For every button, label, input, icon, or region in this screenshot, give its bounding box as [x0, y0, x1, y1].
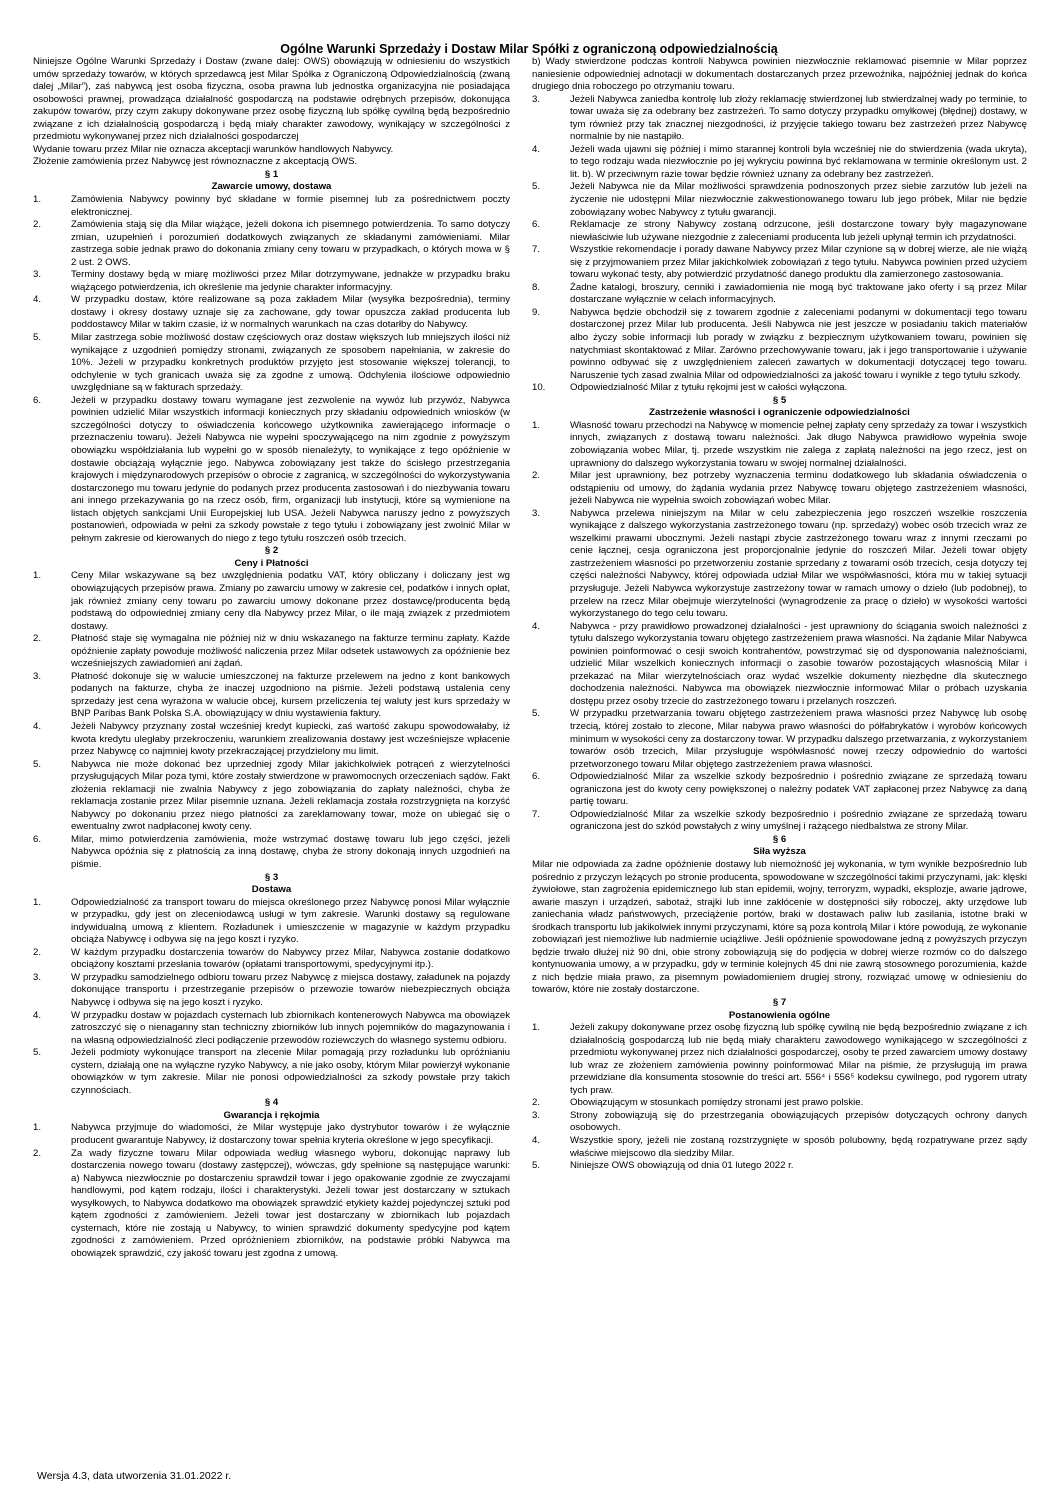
clause-text: Płatność dokonuje się w walucie umieszczonej na fakturze przelewem na jedno z kont bankowych podanych na fakturze, chyba że inaczej uzgodniono na piśmie. Jeżeli podstawą ustalenia ceny sprzedaży jest cena wyrażona w walucie obcej, kursem przeliczenia tej waluty jest kurs sprzedaży w BNP Paribas Bank Polska S.A. obowiązujący w dniu wystawienia faktury.	[71, 670, 510, 720]
numbered-clause	[532, 219, 1027, 244]
clause-number: 3.	[532, 1109, 541, 1121]
numbered-clause	[33, 633, 510, 671]
numbered-clause	[532, 282, 1027, 307]
section-heading: Gwarancja i rękojmia	[223, 1109, 320, 1121]
clause-number: 4.	[33, 720, 42, 732]
clause-text: Nabywca przyjmuje do wiadomości, że Milar występuje jako dystrybutor towarów i że wyłącznie producent gwarantuje Nabywcy, iż dostarczony towar spełnia kryteria określone w jego specyfikacji.	[71, 1122, 510, 1147]
paragraph: b) Wady stwierdzone podczas kontroli Nabywca powinien niezwłocznie reklamować pisemnie w Milar poprzez naniesienie odpowiedniej adnotacji w dokumentach dostarczanych przez przewoźnika, najpóźniej jednak do końca drugiego dnia roboczego po otrzymaniu towaru.	[532, 56, 1027, 93]
clause-number: 2.	[33, 1147, 42, 1159]
clause-text: Odpowiedzialność Milar za wszelkie szkody bezpośrednio i pośrednio związane ze sprzedażą towaru ograniczona jest do szkód powstałych z winy umyślnej i rażącego niedbalstwa ze strony Milar.	[570, 808, 1027, 833]
clause-text: Jeżeli wada ujawni się później i mimo starannej kontroli była wcześniej nie do stwierdzenia (wada ukryta), to tego rodzaju wada niezwłocznie po jej wykryciu powinna być reklamowana w terminie określonym ust. 2 lit. b). W przeciwnym razie towar będzie również uznany za odebrany bez zastrzeżeń.	[570, 143, 1027, 180]
section-heading: § 4	[264, 1097, 279, 1109]
clause-number: 10.	[532, 382, 546, 394]
section-heading: Zawarcie umowy, dostawa	[211, 181, 332, 193]
clause-number: 5.	[33, 1047, 42, 1059]
section-heading: § 6	[772, 833, 787, 845]
numbered-clause	[33, 1148, 510, 1261]
numbered-clause	[33, 269, 510, 294]
numbered-clause	[33, 671, 510, 721]
numbered-clause	[33, 972, 510, 1010]
clause-text: Reklamacje ze strony Nabywcy zostaną odrzucone, jeśli dostarczone towary były magazynowane niewłaściwie lub używane niezgodnie z zaleceniami producenta lub jeżeli upłynął termin ich przydatności.	[570, 219, 1027, 243]
section-heading: § 3	[264, 871, 279, 883]
clause-text: Jeżeli podmioty wykonujące transport na zlecenie Milar pomagają przy rozładunku lub opróżnianiu cystern, działają one na wyłączne ryzyko Nabywcy, a nie jako osoby, którym Milar powierzył wykonanie obowiązków w tym zakresie. Milar nie ponosi odpowiedzialności za szkody powstałe przy takich czynnościach.	[71, 1047, 510, 1096]
numbered-clause	[33, 834, 510, 872]
numbered-clause	[532, 771, 1027, 809]
clause-number: 6.	[532, 771, 541, 783]
clause-number: 2.	[532, 470, 541, 482]
clause-number: 4.	[33, 294, 42, 306]
numbered-clause	[532, 1097, 1027, 1110]
numbered-clause	[33, 721, 510, 759]
clause-number: 8.	[532, 281, 541, 293]
clause-text: Jeżeli w przypadku dostawy towaru wymagane jest zezwolenie na wywóz lub przywóz, Nabywca powinien udzielić Milar wszystkich informacji koniecznych przy składaniu odpowiednich wniosków (w szczególności dotyczy to oświadczenia końcowego użytkownika zawierającego informacje o przeznaczeniu towaru). Jeżeli Nabywca nie wypełni spoczywającego na nim zgodnie z powyższym obowiązku współdziałania lub wypełni go w sposób nienależyty, to wynikające z tego opóźnienie w dostawie obciążają wyłącznie jego. Nabywca zobowiązany jest także do ścisłego przestrzegania krajowych i międzynarodowych przepisów o obrocie z zagranicą, w szczególności do wykorzystywania dostarczonego mu towaru jedynie do podanych przez producenta zastosowań i do niezbywania towaru ani innego przekazywania go na rzecz osób, firm, organizacji lub instytucji, które są wymienione na listach objętych sankcjami Unii Europejskiej lub USA. Jeżeli Nabywca naruszy jedno z powyższych postanowień, odpowiada w pełni za szkody powstałe z tego tytułu i zobowiązany jest zwolnić Milar w pełnym zakresie od kierowanych do niego z tego tytułu roszczeń osób trzecich.	[71, 394, 510, 544]
document-title: Ogólne Warunki Sprzedaży i Dostaw Milar Spółki z ograniczoną odpowiedzialnością	[280, 42, 778, 56]
numbered-clause	[532, 144, 1027, 182]
numbered-clause	[33, 1047, 510, 1097]
clause-number: 7.	[532, 244, 541, 256]
clause-text: Wszystkie rekomendacje i porady dawane Nabywcy przez Milar czynione są w dobrej wierze, ale nie wiążą się z przyjmowaniem przez Milar jakichkolwiek zobowiązań z tego tytułu. Nabywca powinien przed użyciem towaru wykonać testy, aby potwierdzić przydatność danego produktu dla zamierzonego zastosowania.	[570, 244, 1027, 281]
clause-number: 5.	[33, 332, 42, 344]
numbered-clause	[532, 420, 1027, 470]
clause-number: 9.	[532, 306, 541, 318]
numbered-clause	[532, 1022, 1027, 1097]
paragraph: Wydanie towaru przez Milar nie oznacza akceptacji warunków handlowych Nabywcy.	[33, 143, 394, 155]
numbered-clause	[33, 947, 510, 972]
numbered-clause	[532, 1110, 1027, 1135]
clause-text: Odpowiedzialność Milar za wszelkie szkody bezpośrednio i pośrednio związane ze sprzedażą towaru ograniczona jest do kwoty ceny powiększonej o należny podatek VAT zapłaconej przez Nabywcę za daną partię towaru.	[570, 771, 1027, 808]
clause-text: W przypadku dostaw w pojazdach cysternach lub zbiornikach kontenerowych Nabywca ma obowiązek zatroszczyć się o nienaganny stan techniczny zbiorników lub innych pojemników do magazynowania i na własną odpowiedzialność zleci podłączenie przewodów roziewczych do własnego systemu odbioru.	[71, 1009, 510, 1046]
numbered-clause	[33, 897, 510, 947]
clause-text: Strony zobowiązują się do przestrzegania obowiązujących przepisów dotyczących ochrony danych osobowych.	[570, 1109, 1027, 1134]
clause-number: 3.	[33, 971, 42, 983]
clause-text: Milar zastrzega sobie możliwość dostaw częściowych oraz dostaw większych lub mniejszych ilości niż wynikające z uzgodnień pomiędzy stronami, związanych ze sposobem napełniania, w zakresie do 10%. Jeżeli w przypadku konkretnych produktów przyjęto jest stosowanie większej tolerancji, to odchylenie w tych granicach uważa się za zgodne z umową. Odchylenia ilościowe odpowiednio uwzględniane są w fakturach sprzedaży.	[71, 332, 510, 394]
clause-number: 6.	[33, 394, 42, 406]
paragraph: Milar nie odpowiada za żadne opóźnienie dostawy lub niemożność jej wykonania, w tym wynikłe bezpośrednio lub pośrednio z przyczyn leżących po stronie producenta, spowodowane w szczególności takimi przyczynami, jak: klęski żywiołowe, stan zagrożenia epidemicznego lub stan epidemii, wojny, terroryzm, wypadki, eksplozje, awarie jądrowe, awarie maszyn i urządzeń, sabotaż, strajki lub inne zakłócenie w dostępności siły roboczej, akty urzędowe lub zaniechania władz państwowych, przeciążenie portów, braki w dostawach paliw lub zasilania, istotne braki w środkach transportu lub jakikolwiek innymi przyczynami, które są poza kontrolą Milar i które powodują, że wykonanie zobowiązań jest niemożliwe lub nadmiernie uciążliwe. Jeśli opóźnienie spowodowane jedną z powyższych przyczyn będzie trwało dłużej niż 90 dni, obie strony zobowiązują się do podjęcia w dobrej wierze rozmów co do dalszego kontynuowania umowy, a w przypadku, gdy w terminie kolejnych 45 dni nie zawrą stosownego porozumienia, każde z nich będzie miała prawo, za pisemnym powiadomieniem drugiej strony, rozwiązać umowę w odniesieniu do towarów, które nie zostały dostarczone.	[532, 859, 1027, 996]
clause-number: 4.	[33, 1009, 42, 1021]
clause-text: Płatność staje się wymagalna nie później niż w dniu wskazanego na fakturze terminu zapłaty. Każde opóźnienie zapłaty powoduje możliwość naliczenia przez Milar odsetek ustawowych za opóźnienie bez wcześniejszych zawiadomień ani żądań.	[71, 633, 510, 670]
section-heading: Zastrzeżenie własności i ograniczenie odpowiedzialności	[649, 407, 910, 419]
clause-number: 2.	[532, 1097, 541, 1109]
clause-number: 3.	[33, 670, 42, 682]
section-heading: § 5	[772, 394, 787, 406]
clause-text: Milar, mimo potwierdzenia zamówienia, może wstrzymać dostawę towaru lub jego części, jeżeli Nabywca opóźnia się z płatnością za inną dostawę, chyba że strony dokonają innych uzgodnień na piśmie.	[71, 833, 510, 870]
section-heading: Postanowienia ogólne	[728, 1009, 831, 1021]
paragraph: Niniejsze Ogólne Warunki Sprzedaży i Dostaw (zwane dalej: OWS) obowiązują w odniesieniu do wszystkich umów sprzedaży towarów, w których sprzedawcą jest Milar Spółka z Ograniczoną Odpowiedzialnością (zwaną dalej „Milar”), zaś nabywcą jest osoba fizyczna, osoba prawna lub jednostka organizacyjna nie posiadająca osobowości prawnej, prowadząca działalność gospodarczą na podstawie odrębnych przepisów, dokonująca zakupów towarów, przy czym zakupy dokonywane przez osobę fizyczną lub spółkę cywilną będą bezpośrednio związane z ich działalnością gospodarczą i będą miały charakter zawodowy, wynikający w szczególności z przedmiotu wykonywanej przez nich działalności gospodarczej	[33, 56, 510, 143]
clause-number: 4.	[532, 1135, 541, 1147]
numbered-clause	[33, 1010, 510, 1048]
clause-text: Jeżeli zakupy dokonywane przez osobę fizyczną lub spółkę cywilną nie będą bezpośrednio związane z ich działalnością gospodarczą lub nie będą miały charakteru zawodowego wynikającego w szczególności z przedmiotu wykonywanej przez nich działalności gospodarczej, osoby te przed zawarciem umowy dostawy lub wraz ze złożeniem zamówienia powinny poinformować Milar na piśmie, że przysługują im prawa przewidziane dla konsumenta stosownie do treści art. 556⁴ i 556⁵ kodeksu cywilnego, pod rygorem utraty tych praw.	[570, 1022, 1027, 1096]
clause-text: Jeżeli Nabywcy przyznany został wcześniej kredyt kupiecki, zaś wartość zakupu spowodowałaby, iż kwota kredytu uległaby przekroczeniu, warunkiem zrealizowania dostawy jest wcześniejsze wpłacenie przez Nabywcę co najmniej kwoty przekraczającej przydzielony mu limit.	[71, 720, 510, 758]
clause-number: 1.	[33, 896, 42, 908]
paragraph: Złożenie zamówienia przez Nabywcę jest równoznaczne z akceptacją OWS.	[33, 156, 358, 168]
section-heading: Ceny i Płatności	[234, 557, 309, 569]
clause-text: Zamówienia Nabywcy powinny być składane w formie pisemnej lub za pośrednictwem poczty elektronicznej.	[71, 194, 510, 218]
clause-text: Nabywca przelewa niniejszym na Milar w celu zabezpieczenia jego roszczeń wszelkie roszczenia wynikające z dalszego wykorzystania zastrzeżonego towaru (np. sprzedaży) wobec osób trzecich wraz ze wszelkimi prawami ubocznymi. Jeżeli nastąpi zbycie zastrzeżonego towaru wraz z innymi rzeczami po cenie łącznej, cesja ograniczona jest proporcjonalnie jedynie do roszczeń Milar. Jeżeli towar objęty zastrzeżeniem własności po przetworzeniu zostanie sprzedany z towarami osób trzecich, cesja dotyczy tej części należności Nabywcy, której odpowiada udział Milar we współwłasności, która mu w takiej sytuacji przysługuje. Jeżeli Nabywca wykorzystuje zastrzeżony towar w ramach umowy o dzieło (lub podobnej), to przelew na rzecz Milar obejmuje wierzytelności (wynagrodzenie za pracę o dzieło) w wysokości wartości wykorzystanego do tego celu towaru.	[570, 507, 1027, 620]
left-column	[33, 56, 510, 1261]
clause-number: 1.	[33, 1122, 42, 1134]
clause-text: Niniejsze OWS obowiązują od dnia 01 lutego 2022 r.	[570, 1160, 794, 1172]
numbered-clause	[33, 1122, 510, 1147]
clause-number: 2.	[33, 633, 42, 645]
section-heading: § 2	[264, 545, 279, 557]
numbered-clause	[532, 621, 1027, 709]
clause-number: 4.	[532, 620, 541, 632]
numbered-clause	[33, 759, 510, 834]
clause-number: 3.	[532, 93, 541, 105]
numbered-clause	[532, 1135, 1027, 1160]
numbered-clause	[33, 395, 510, 546]
clause-text: Obowiązującym w stosunkach pomiędzy stronami jest prawo polskie.	[570, 1097, 864, 1109]
clause-text: W przypadku samodzielnego odbioru towaru przez Nabywcę z miejsca dostawy, załadunek na pojazdy dokonujące transportu i przestrzeganie przepisów o przewozie towarów niebezpiecznych obciąża Nabywcę i odbywa się na jego koszt i ryzyko.	[71, 971, 510, 1009]
clause-text: Terminy dostawy będą w miarę możliwości przez Milar dotrzymywane, jednakże w przypadku braku wiążącego potwierdzenia, ich określenie ma jedynie charakter informacyjny.	[71, 269, 510, 293]
clause-text: W przypadku dostaw, które realizowane są poza zakładem Milar (wysyłka bezpośrednia), terminy dostawy i okresy dostawy uznaje się za zachowane, gdy towar opuszcza zakład producenta lub poddostawcy Milar w takim czasie, iż w normalnych warunkach na czas dotarłby do Nabywcy.	[71, 294, 510, 331]
clause-number: 1.	[532, 1022, 541, 1034]
numbered-clause	[532, 809, 1027, 834]
section-heading: § 1	[264, 168, 279, 180]
numbered-clause	[532, 94, 1027, 144]
clause-number: 5.	[532, 708, 541, 720]
numbered-clause	[532, 708, 1027, 771]
clause-number: 2.	[33, 219, 42, 231]
clause-number: 3.	[532, 507, 541, 519]
clause-text: Jeżeli Nabywca zaniedba kontrolę lub złoży reklamację stwierdzonej lub stwierdzalnej wady po terminie, to towar uważa się za odebrany bez zastrzeżeń. To samo dotyczy przypadku omyłkowej (błędnej) dostawy, w tym również przy tak znacznej niezgodności, iż przyjęcie takiego towaru bez zastrzeżeń przez Nabywcę normalnie by nie nastąpiło.	[570, 93, 1027, 143]
clause-number: 7.	[532, 808, 541, 820]
numbered-clause	[532, 382, 1027, 395]
right-column	[532, 56, 1027, 1173]
section-heading: Dostawa	[251, 884, 292, 896]
clause-number: 6.	[532, 219, 541, 231]
clause-text: Zamówienia stają się dla Milar wiążące, jeżeli dokona ich pisemnego potwierdzenia. To samo dotyczy zmian, uzupełnień i porozumień dodatkowych związanych ze składanymi zamówieniami. Milar zastrzega sobie jednak prawo do dokonania zmiany ceny towaru w przypadkach, o których mowa w § 2 ust. 2 OWS.	[71, 219, 510, 268]
numbered-clause	[532, 181, 1027, 219]
clause-text: Milar jest uprawniony, bez potrzeby wyznaczenia terminu dodatkowego lub składania oświadczenia o odstąpieniu od umowy, do żądania wydania przez Nabywcę towaru objętego zastrzeżeniem własności, jeżeli Nabywca nie wypełnia swoich zobowiązań wobec Milar.	[570, 470, 1027, 507]
clause-number: 5.	[532, 181, 541, 193]
clause-text: Jeżeli Nabywca nie da Milar możliwości sprawdzenia podnoszonych przez siebie zarzutów lub jeżeli na życzenie nie udostępni Milar niezwłocznie zakwestionowanego towaru lub jego próbek, Milar nie będzie zobowiązany wobec Nabywcy z tytułu gwarancji.	[570, 181, 1027, 218]
numbered-clause	[532, 307, 1027, 382]
clause-text: Nabywca - przy prawidłowo prowadzonej działalności - jest uprawniony do ściągania swoich należności z tytułu dalszego wykorzystania towaru objętego zastrzeżeniem prawa własności. Na żądanie Milar Nabywca powinien poinformować o cesji swoich kontrahentów, powstrzymać się od dysponowania należnościami, udzielić Milar wszelkich koniecznych informacji o zasobie towarów pozostających własnością Milar i przekazać na Milar wierzytelnościach oraz wydać wszelkie dokumenty niezbędne dla skutecznego dochodzenia należności. Nabywca ma obowiązek niezwłocznie informować Milar o próbach uzyskania dostępu przez osoby trzecie do zastrzeżonego towaru i przelanych roszczeń.	[570, 620, 1027, 707]
clause-text: Ceny Milar wskazywane są bez uwzględnienia podatku VAT, który obliczany i doliczany jest wg obowiązujących przepisów prawa. Zmiany po zawarciu umowy w zakresie ceł, podatków i innych opłat, jak również zmiany ceny towaru po zawarciu umowy dokonane przez dostawcę/producenta będą podstawą do odpowiedniej zmiany ceny dla Nabywcy przez Milar, o ile mają związek z przedmiotem dostawy.	[71, 570, 510, 632]
clause-text: W każdym przypadku dostarczenia towarów do Nabywcy przez Milar, Nabywca zostanie dodatkowo obciążony kosztami przesłania towarów (opłatami transportowymi, spedycyjnymi itp.).	[71, 946, 510, 971]
numbered-clause	[33, 219, 510, 269]
clause-text: W przypadku przetwarzania towaru objętego zastrzeżeniem prawa własności przez Nabywcę lub osobę trzecią, której zostało to zlecone, Milar nabywa prawo własności do półfabrykatów i wyrobów końcowych minimum w wysokości ceny za dostarczony towar. W przypadku dalszego przetwarzania, z wykorzystaniem towarów osób trzecich, Milar przysługuje współwłasność nowej rzeczy odpowiednio do wartości przetworzonego towaru Milar objętego zastrzeżeniem prawa własności.	[570, 708, 1027, 770]
numbered-clause	[33, 570, 510, 633]
clause-number: 2.	[33, 946, 42, 958]
clause-number: 1.	[532, 419, 541, 431]
numbered-clause	[33, 194, 510, 219]
section-heading: Siła wyższa	[753, 846, 806, 858]
clause-number: 4.	[532, 143, 541, 155]
clause-text: Za wady fizyczne towaru Milar odpowiada według własnego wyboru, dokonując naprawy lub dostarczenia nowego towaru (dostawy zastępczej), wówczas, gdy spełnione są następujące warunki: a) Nabywca niezwłocznie po dostarczeniu sprawdził towar i jego opakowanie zgodnie ze zwyczajami handlowymi, pod kątem rodzaju, ilości i charakterystyki. Jeżeli towar jest dostarczany w sztukach wysyłkowych, to Nabywca dodatkowo ma obowiązek sprawdzić etykiety każdej pojedynczej sztuki pod kątem zgodności z zamówieniem. Jeżeli towar jest dostarczany w zbiornikach lub pojazdach cysternach, które nie zostają u Nabywcy, to winien sprawdzić dokumenty spedycyjne pod kątem zgodności z zamówieniem. Przed opróżnieniem zbiorników, na podstawie próbki Nabywca ma obowiązek sprawdzić, czy jakość towaru jest zgodna z umową.	[71, 1147, 510, 1259]
clause-text: Nabywca nie może dokonać bez uprzedniej zgody Milar jakichkolwiek potrąceń z wierzytelności przysługujących Milar poza tymi, które zostały stwierdzone w prawomocnych orzeczeniach sądów. Fakt złożenia reklamacji nie zwalnia Nabywcy z jego zobowiązania do zapłaty należności, chyba że reklamacja zostanie przez Milar pisemnie uznana. Jeżeli reklamacja została rozstrzygnięta na korzyść Nabywcy po dokonaniu przez niego płatności za zareklamowany towar, może on ubiegać się o ewentualny zwrot nadpłaconej kwoty ceny.	[71, 758, 510, 833]
numbered-clause	[532, 244, 1027, 282]
numbered-clause	[532, 508, 1027, 621]
clause-number: 1.	[33, 570, 42, 582]
numbered-clause	[532, 1160, 1027, 1173]
clause-text: Żadne katalogi, broszury, cenniki i zawiadomienia nie mogą być traktowane jako oferty i są przez Milar dostarczane wyłącznie w celach informacyjnych.	[570, 281, 1027, 306]
numbered-clause	[33, 332, 510, 395]
clause-number: 3.	[33, 269, 42, 281]
numbered-clause	[532, 470, 1027, 508]
clause-number: 1.	[33, 194, 42, 206]
clause-number: 5.	[532, 1160, 541, 1172]
clause-number: 5.	[33, 758, 42, 770]
clause-text: Odpowiedzialność za transport towaru do miejsca określonego przez Nabywcę ponosi Milar wyłącznie w przypadku, gdy jest on zleceniodawcą usługi w tym zakresie. Warunki dostawy są regulowane indywidualną umową z klientem. Rozładunek i umieszczenie w magazynie w każdym przypadku obciąża Nabywcę i odbywa się na jego koszt i ryzyko.	[71, 896, 510, 946]
version-footer: Wersja 4.3, data utworzenia 31.01.2022 r.	[37, 1470, 232, 1482]
clause-text: Własność towaru przechodzi na Nabywcę w momencie pełnej zapłaty ceny sprzedaży za towar i wszystkich innych, związanych z dostawą towaru należności. Jak długo Nabywca prawidłowo wypełnia swoje zobowiązania wobec Milar, tj. przede wszystkim nie zalega z zapłatą należności na jego rzecz, jest on uprawniony do dalszego wykorzystania towaru w swojej normalnej działalności.	[570, 419, 1027, 469]
section-heading: § 7	[772, 997, 787, 1009]
clause-number: 6.	[33, 833, 42, 845]
clause-text: Odpowiedzialność Milar z tytułu rękojmi jest w całości wyłączona.	[570, 382, 848, 394]
clause-text: Wszystkie spory, jeżeli nie zostaną rozstrzygnięte w sposób polubowny, będą rozpatrywane przez sądy właściwe miejscowo dla siedziby Milar.	[570, 1135, 1027, 1159]
numbered-clause	[33, 294, 510, 332]
clause-text: Nabywca będzie obchodził się z towarem zgodnie z zaleceniami podanymi w dokumentacji tego towaru dostarczonej przez Milar lub producenta. Jeśli Nabywca nie jest jeszcze w posiadaniu takich materiałów albo życzy sobie informacji lub porady w związku z bezpiecznym użytkowaniem towaru, powinien się natychmiast skontaktować z Milar. Zarówno przechowywanie towaru, jak i jego transportowanie i używanie powinno odbywać się z uwzględnieniem zaleceń zawartych w dokumentacji dotyczącej tego towaru. Naruszenie tych zasad zwalnia Milar od odpowiedzialności za jakość towaru i wynikłe z tego tytułu szkody.	[570, 306, 1027, 381]
